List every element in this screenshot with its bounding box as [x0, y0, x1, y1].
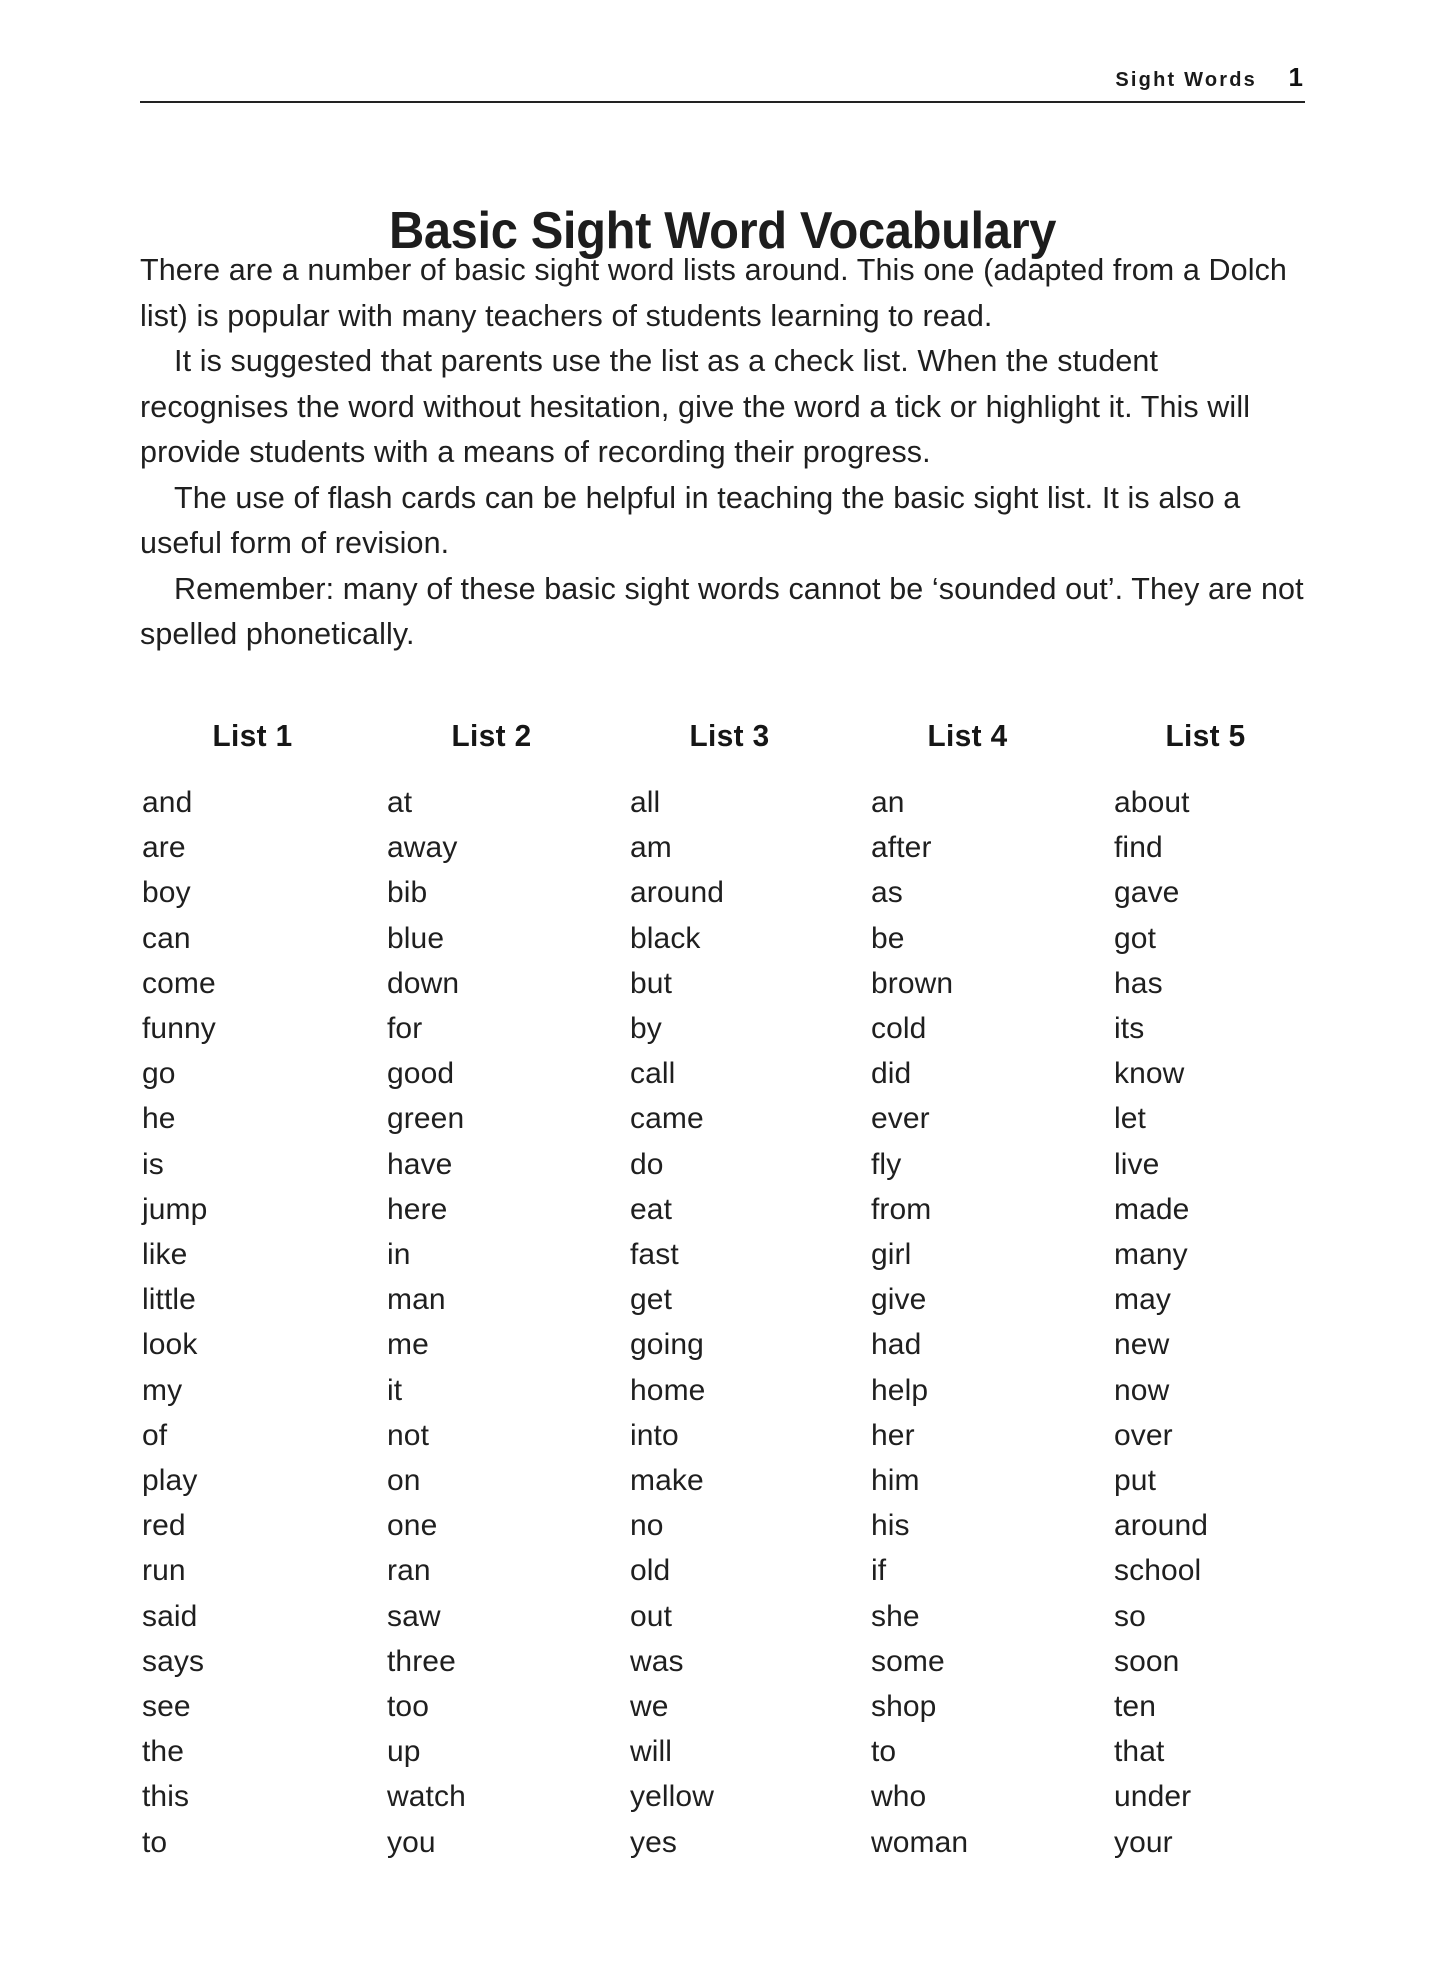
word-item[interactable]: am — [630, 831, 672, 865]
word-item[interactable]: boy — [142, 876, 191, 910]
word-item[interactable]: who — [871, 1780, 927, 1814]
word-item[interactable]: have — [387, 1147, 453, 1181]
page-title: Basic Sight Word Vocabulary — [388, 201, 1057, 260]
word-column-items-3 — [606, 780, 839, 1865]
word-item[interactable]: got — [1114, 921, 1157, 955]
word-item[interactable]: school — [1114, 1554, 1202, 1588]
word-item[interactable]: did — [871, 1057, 912, 1091]
word-item[interactable]: had — [871, 1328, 922, 1362]
word-item[interactable]: but — [630, 966, 673, 1000]
word-item[interactable]: yellow — [630, 1780, 714, 1814]
intro-paragraph-2: It is suggested that parents use the list as a check list. When the student recognises the word without hesitation, give the word a tick or highlight it. This will provide students with a means of recording their progress. — [140, 344, 1251, 469]
word-item[interactable]: it — [387, 1373, 403, 1407]
word-item[interactable]: under — [1114, 1780, 1192, 1814]
word-item[interactable]: around — [1114, 1509, 1209, 1543]
word-item[interactable]: go — [142, 1057, 176, 1091]
word-item[interactable]: she — [871, 1599, 920, 1633]
word-item[interactable]: cold — [871, 1012, 927, 1046]
list-heading-4: List 4 — [927, 718, 1008, 753]
word-item[interactable]: know — [1114, 1057, 1185, 1091]
word-item[interactable]: run — [142, 1554, 186, 1588]
word-item[interactable]: and — [142, 786, 193, 819]
word-item[interactable]: three — [387, 1644, 456, 1678]
word-item[interactable]: all — [630, 786, 661, 819]
word-item[interactable]: one — [387, 1509, 438, 1543]
word-item[interactable]: you — [387, 1825, 436, 1859]
word-item[interactable]: jump — [142, 1192, 208, 1226]
word-item[interactable]: black — [630, 921, 701, 955]
word-item[interactable]: for — [387, 1012, 423, 1046]
word-item[interactable]: some — [871, 1644, 945, 1678]
word-item[interactable]: her — [871, 1418, 915, 1452]
word-item[interactable]: came — [630, 1102, 704, 1136]
word-item[interactable]: home — [630, 1373, 706, 1407]
header-section-title: Sight Words — [1115, 69, 1257, 91]
word-item[interactable]: fly — [871, 1147, 902, 1181]
word-item[interactable]: into — [630, 1418, 679, 1452]
word-item[interactable]: like — [142, 1238, 188, 1272]
word-item[interactable]: down — [387, 966, 460, 1000]
word-item[interactable]: red — [142, 1509, 186, 1543]
word-item[interactable]: put — [1114, 1464, 1157, 1498]
word-item[interactable]: shop — [871, 1690, 937, 1724]
word-column-items-1 — [140, 780, 373, 1865]
word-item[interactable]: that — [1114, 1735, 1165, 1769]
word-item[interactable]: man — [387, 1283, 446, 1317]
word-item[interactable]: see — [142, 1690, 191, 1724]
list-heading-1: List 1 — [212, 718, 293, 753]
word-item[interactable]: will — [630, 1735, 673, 1769]
word-item[interactable]: blue — [387, 921, 445, 955]
word-item[interactable]: gave — [1114, 876, 1180, 910]
word-item[interactable]: now — [1114, 1373, 1170, 1407]
intro-paragraph-4: Remember: many of these basic sight words cannot be ‘sounded out’. They are not spelled phonetically. — [140, 571, 1304, 651]
word-item[interactable]: of — [142, 1418, 168, 1452]
word-item[interactable]: may — [1114, 1283, 1171, 1317]
word-item[interactable]: in — [387, 1238, 411, 1272]
word-item[interactable]: on — [387, 1464, 421, 1498]
word-item[interactable]: get — [630, 1283, 673, 1317]
word-item[interactable]: this — [142, 1780, 190, 1814]
word-list-column-5 — [1072, 718, 1305, 1865]
word-item[interactable]: if — [871, 1554, 887, 1588]
word-item[interactable]: new — [1114, 1328, 1170, 1362]
word-item[interactable]: give — [871, 1283, 927, 1317]
word-item[interactable]: funny — [142, 1012, 216, 1046]
word-item[interactable]: brown — [871, 966, 954, 1000]
word-item[interactable]: live — [1114, 1147, 1160, 1181]
word-item[interactable]: find — [1114, 831, 1163, 865]
word-item[interactable]: bib — [387, 876, 428, 910]
word-item[interactable]: was — [630, 1644, 684, 1678]
word-item[interactable]: is — [142, 1147, 164, 1181]
word-item[interactable]: help — [871, 1373, 929, 1407]
word-column-items-2 — [373, 780, 606, 1865]
word-item[interactable]: too — [387, 1690, 430, 1724]
word-item[interactable]: green — [387, 1102, 465, 1136]
word-item[interactable]: has — [1114, 966, 1163, 1000]
word-item[interactable]: made — [1114, 1192, 1190, 1226]
word-item[interactable]: about — [1114, 786, 1190, 819]
word-item[interactable]: look — [142, 1328, 198, 1362]
word-item[interactable]: his — [871, 1509, 910, 1543]
running-header — [140, 62, 1305, 116]
word-item[interactable]: fast — [630, 1238, 679, 1272]
word-item[interactable]: not — [387, 1418, 430, 1452]
word-item[interactable]: the — [142, 1735, 185, 1769]
word-item[interactable]: an — [871, 786, 905, 819]
word-item[interactable]: out — [630, 1599, 673, 1633]
word-item[interactable]: many — [1114, 1238, 1188, 1272]
word-column-items-4 — [839, 780, 1072, 1865]
word-item[interactable]: from — [871, 1192, 932, 1226]
word-item[interactable]: make — [630, 1464, 704, 1498]
word-item[interactable]: can — [142, 921, 191, 955]
word-item[interactable]: around — [630, 876, 725, 910]
word-item[interactable]: no — [630, 1509, 664, 1543]
word-item[interactable]: my — [142, 1373, 183, 1407]
word-item[interactable]: good — [387, 1057, 455, 1091]
word-item[interactable]: he — [142, 1102, 176, 1136]
running-header-rule — [140, 62, 1305, 103]
word-item[interactable]: little — [142, 1283, 196, 1317]
word-item[interactable]: old — [630, 1554, 671, 1588]
word-item[interactable]: me — [387, 1328, 429, 1362]
word-item[interactable]: to — [871, 1735, 897, 1769]
word-column-items-5 — [1072, 780, 1305, 1865]
word-item[interactable]: as — [871, 876, 903, 910]
word-item[interactable]: do — [630, 1147, 664, 1181]
word-list-table — [140, 718, 1305, 1865]
word-item[interactable]: said — [142, 1599, 198, 1633]
word-item[interactable]: your — [1114, 1825, 1173, 1859]
word-item[interactable]: says — [142, 1644, 205, 1678]
word-item[interactable]: ten — [1114, 1690, 1157, 1724]
word-item[interactable]: to — [142, 1825, 168, 1859]
word-item[interactable]: we — [630, 1690, 669, 1724]
word-list-column-3 — [606, 718, 839, 1865]
word-item[interactable]: come — [142, 966, 216, 1000]
word-item[interactable]: yes — [630, 1825, 677, 1859]
word-item[interactable]: so — [1114, 1599, 1146, 1633]
word-item[interactable]: watch — [387, 1780, 466, 1814]
word-item[interactable]: be — [871, 921, 905, 955]
word-item[interactable]: over — [1114, 1418, 1173, 1452]
intro-paragraph-3: The use of flash cards can be helpful in teaching the basic sight list. It is also a useful form of revision. — [140, 480, 1241, 560]
word-item[interactable]: at — [387, 786, 413, 819]
page-number: 1 — [1288, 62, 1303, 92]
word-item[interactable]: are — [142, 831, 186, 865]
word-item[interactable]: ever — [871, 1102, 930, 1136]
list-heading-3: List 3 — [689, 718, 770, 753]
intro-paragraph-1: There are a number of basic sight word lists around. This one (adapted from a Dolch list) is popular with many teachers of students learning to read. — [140, 253, 1287, 333]
word-item[interactable]: away — [387, 831, 458, 865]
word-item[interactable]: soon — [1114, 1644, 1180, 1678]
word-item[interactable]: by — [630, 1012, 662, 1046]
word-item[interactable]: saw — [387, 1599, 441, 1633]
word-item[interactable]: up — [387, 1735, 421, 1769]
word-item[interactable]: call — [630, 1057, 676, 1091]
word-item[interactable]: let — [1114, 1102, 1146, 1136]
word-list-column-2 — [373, 718, 606, 1865]
word-list-column-1 — [140, 718, 373, 1865]
word-item[interactable]: going — [630, 1328, 704, 1362]
word-item[interactable]: its — [1114, 1012, 1145, 1046]
list-heading-2: List 2 — [451, 718, 532, 753]
word-item[interactable]: girl — [871, 1238, 912, 1272]
word-item[interactable]: ran — [387, 1554, 431, 1588]
word-item[interactable]: here — [387, 1192, 448, 1226]
word-item[interactable]: him — [871, 1464, 920, 1498]
word-list-column-4 — [839, 718, 1072, 1865]
word-item[interactable]: eat — [630, 1192, 673, 1226]
intro-text — [140, 248, 1308, 658]
word-item[interactable]: after — [871, 831, 932, 865]
word-item[interactable]: play — [142, 1464, 198, 1498]
list-heading-5: List 5 — [1165, 718, 1246, 753]
word-item[interactable]: woman — [871, 1825, 969, 1859]
